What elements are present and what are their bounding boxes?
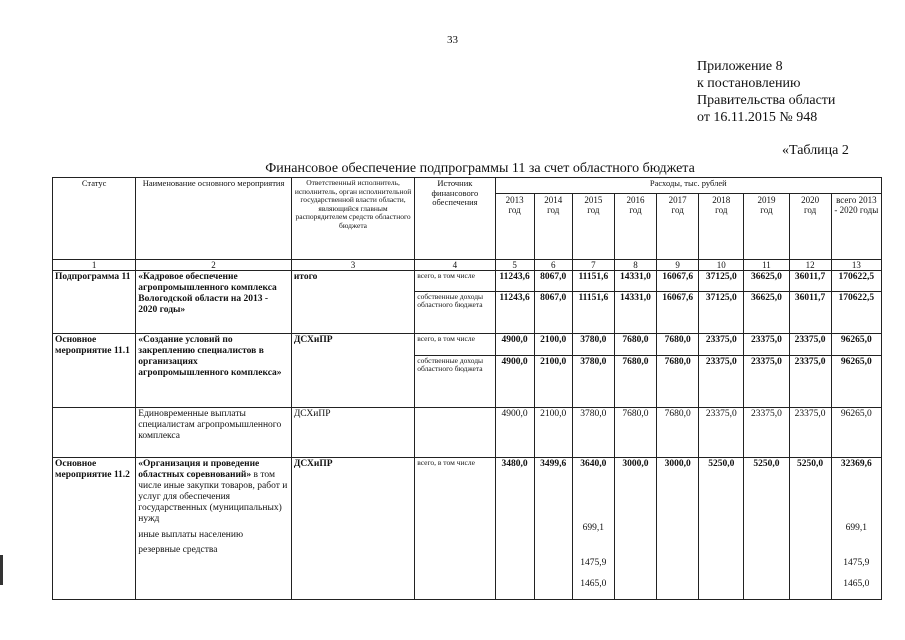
col-number: 5	[495, 260, 534, 271]
appendix-line: к постановлению	[697, 76, 801, 91]
row-name	[136, 458, 292, 600]
value-cell: 32369,6 699,1 1475,9 1465,0	[831, 458, 881, 600]
value-cell: 36011,7	[789, 271, 831, 292]
value-cell: 3480,0	[495, 458, 534, 600]
year-total: всего 2013 - 2020 годы	[831, 194, 881, 260]
col-number: 4	[415, 260, 495, 271]
col-number: 2	[136, 260, 292, 271]
value-cell: 4900,0	[495, 334, 534, 356]
value-cell: 7680,0	[614, 408, 656, 458]
procure-2015: 699,1	[582, 523, 605, 533]
appendix-line: от 16.11.2015 № 948	[697, 110, 818, 125]
value-cell: 2100,0	[534, 408, 572, 458]
value-cell: 23375,0	[744, 334, 789, 356]
row-source: собственные доходы областного бюджета	[415, 356, 495, 408]
value-cell: 23375,0	[699, 334, 744, 356]
col-number: 10	[699, 260, 744, 271]
value-cell: 7680,0	[657, 408, 699, 458]
value-cell: 3780,0	[572, 356, 614, 408]
value-cell: 14331,0	[614, 292, 656, 334]
year-2017: 2017 год	[657, 194, 699, 260]
value-cell: 5250,0	[789, 458, 831, 600]
col-number: 6	[534, 260, 572, 271]
other-total: 1475,9	[843, 558, 870, 568]
row-executor: ДСХиПР	[291, 408, 414, 458]
value-cell: 5250,0	[699, 458, 744, 600]
value-cell: 3780,0	[572, 334, 614, 356]
appendix-line: Правительства области	[697, 93, 836, 108]
header-name: Наименование основного мероприятия	[136, 178, 292, 260]
col-number: 9	[657, 260, 699, 271]
value-cell: 23375,0	[789, 334, 831, 356]
value-cell: 96265,0	[831, 356, 881, 408]
col-number: 8	[614, 260, 656, 271]
col-number: 12	[789, 260, 831, 271]
value-cell: 7680,0	[657, 334, 699, 356]
value-cell: 16067,6	[657, 271, 699, 292]
value-cell: 36625,0	[744, 292, 789, 334]
year-2020: 2020 год	[789, 194, 831, 260]
value-cell: 96265,0	[831, 334, 881, 356]
row-name: Единовременные выплаты специалистам агропромышленного комплекса	[136, 408, 292, 458]
value-cell: 23375,0	[699, 408, 744, 458]
value-cell: 14331,0	[614, 271, 656, 292]
year-2016: 2016 год	[614, 194, 656, 260]
col-number: 11	[744, 260, 789, 271]
value-cell: 11243,6	[495, 271, 534, 292]
value-cell: 4900,0	[495, 356, 534, 408]
row-name: «Кадровое обеспечение агропромышленного комплекса Вологодской области на 2013 - 2020 годы»	[136, 271, 292, 334]
value-cell: 23375,0	[744, 356, 789, 408]
other-2015: 1475,9	[580, 558, 607, 568]
value-cell: 2100,0	[534, 356, 572, 408]
row-status: Подпрограмма 11	[53, 271, 136, 334]
value-cell: 36011,7	[789, 292, 831, 334]
row-name-bold: «Организация и проведение областных соревнований»	[138, 459, 260, 480]
row-executor: ДСХиПР	[291, 334, 414, 408]
value-cell: 23375,0	[789, 408, 831, 458]
sub-item-label: иные выплаты населению	[138, 530, 244, 540]
appendix-line: Приложение 8	[697, 59, 783, 74]
header-status: Статус	[53, 178, 136, 260]
year-2015: 2015 год	[572, 194, 614, 260]
value-cell: 96265,0	[831, 408, 881, 458]
row-source: всего, в том числе	[415, 458, 495, 600]
value-cell: 37125,0	[699, 271, 744, 292]
col-number: 1	[53, 260, 136, 271]
header-executor: Ответственный исполнитель, исполнитель, орган исполнительной государственной власти области, являющийся главным распорядителем средств областного бюджета	[291, 178, 414, 260]
row-name-rest: в том числе иные закупки товаров, работ и услуг для обеспечения государственных (муниципальных) нужд	[138, 470, 288, 524]
page-number: 33	[447, 34, 458, 46]
value-cell: 7680,0	[614, 334, 656, 356]
value-cell: 37125,0	[699, 292, 744, 334]
value-cell: 3499,6	[534, 458, 572, 600]
reserve-total: 1465,0	[843, 579, 870, 589]
sub-item-label: резервные средства	[138, 545, 218, 555]
year-2014: 2014 год	[534, 194, 572, 260]
header-source: Источник финансового обеспечения	[415, 178, 495, 260]
row-source: всего, в том числе	[415, 271, 495, 292]
value-cell: 2100,0	[534, 334, 572, 356]
scan-edge-mark	[0, 555, 3, 585]
value-cell: 3000,0	[657, 458, 699, 600]
year-2018: 2018 год	[699, 194, 744, 260]
value-cell: 170622,5	[831, 271, 881, 292]
value-cell: 23375,0	[699, 356, 744, 408]
row-source: собственные доходы областного бюджета	[415, 292, 495, 334]
col-number: 7	[572, 260, 614, 271]
value-cell: 23375,0	[789, 356, 831, 408]
value-cell: 3640,0 699,1 1475,9 1465,0	[572, 458, 614, 600]
year-2013: 2013 год	[495, 194, 534, 260]
appendix-header	[697, 58, 835, 126]
row-source: всего, в том числе	[415, 334, 495, 356]
value-cell: 23375,0	[744, 408, 789, 458]
value-cell: 4900,0	[495, 408, 534, 458]
row-name: «Создание условий по закреплению специалистов в организациях агропромышленного комплекса»	[136, 334, 292, 408]
header-expenses: Расходы, тыс. рублей	[495, 178, 881, 194]
row-executor: итого	[291, 271, 414, 334]
row-source-empty	[415, 408, 495, 458]
year-2019: 2019 год	[744, 194, 789, 260]
value-cell: 11243,6	[495, 292, 534, 334]
financing-table	[52, 177, 882, 600]
value-cell: 16067,6	[657, 292, 699, 334]
value-cell: 170622,5	[831, 292, 881, 334]
value-cell: 11151,6	[572, 292, 614, 334]
reserve-2015: 1465,0	[580, 579, 607, 589]
row-status-empty	[53, 408, 136, 458]
row-status: Основное мероприятие 11.2	[53, 458, 136, 600]
value-cell: 36625,0	[744, 271, 789, 292]
row-executor: ДСХиПР	[291, 458, 414, 600]
col-number: 13	[831, 260, 881, 271]
value-cell: 8067,0	[534, 292, 572, 334]
row-status: Основное мероприятие 11.1	[53, 334, 136, 408]
table-reference: «Таблица 2	[782, 143, 849, 158]
procure-total: 699,1	[845, 523, 868, 533]
col-number: 3	[291, 260, 414, 271]
value-cell: 5250,0	[744, 458, 789, 600]
table-title: Финансовое обеспечение подпрограммы 11 за счет областного бюджета	[265, 161, 695, 176]
value-cell: 3780,0	[572, 408, 614, 458]
value-cell: 7680,0	[657, 356, 699, 408]
value-cell: 7680,0	[614, 356, 656, 408]
value-cell: 11151,6	[572, 271, 614, 292]
value-cell: 3000,0	[614, 458, 656, 600]
value-cell: 8067,0	[534, 271, 572, 292]
